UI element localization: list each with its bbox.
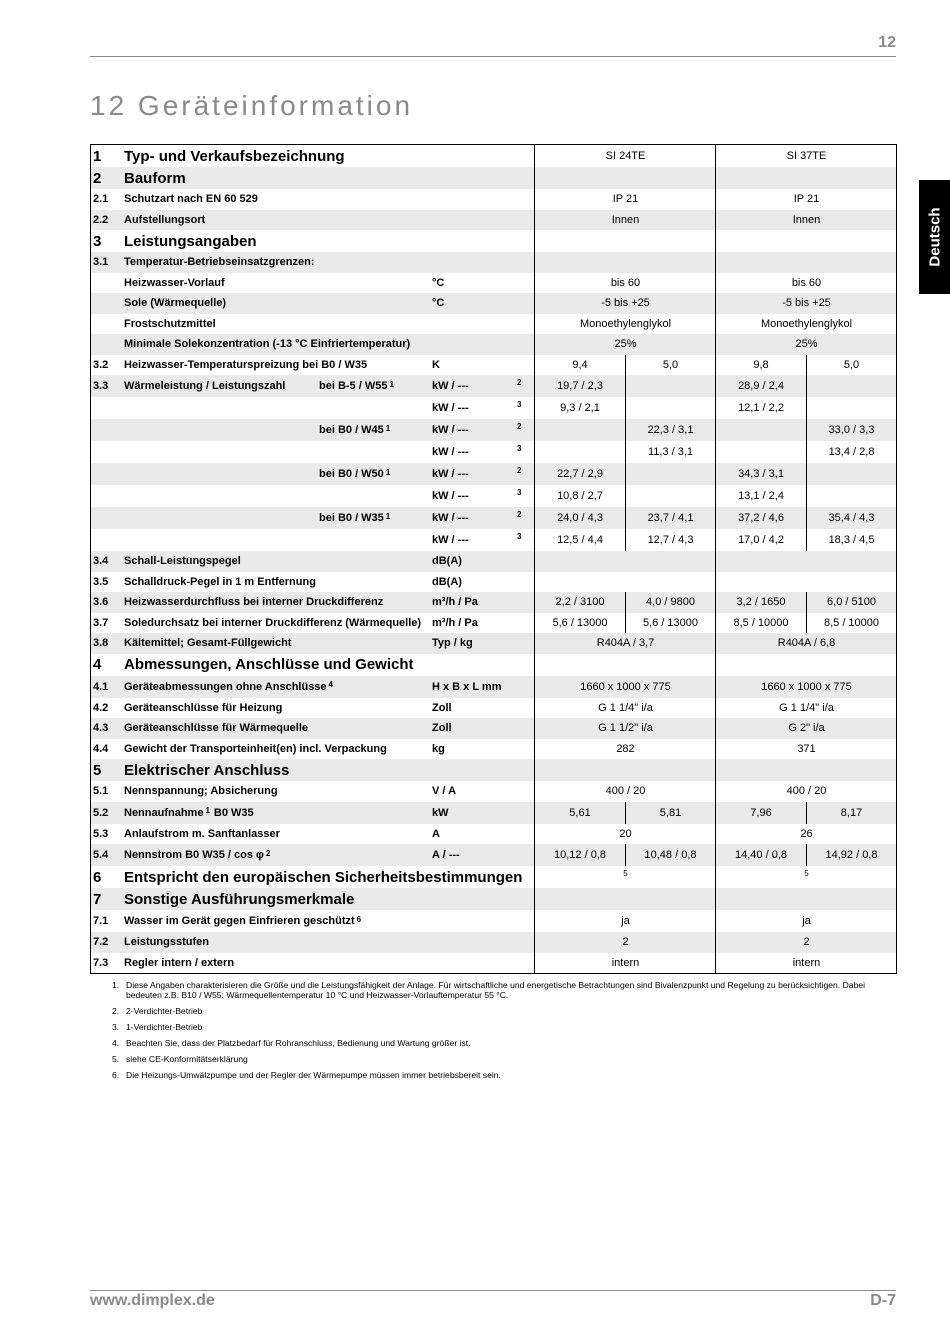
table-row [91,633,896,654]
value-si24te-b: 22,3 / 3,1 [647,424,694,436]
footnote-text: 1-Verdichter-Betrieb [126,1022,203,1033]
row-label: Nennstrom B0 W35 / cos φ $^2$ [124,848,271,861]
value-si37te-a [716,441,806,463]
language-tab-label: Deutsch [926,207,943,267]
language-tab[interactable] [919,180,950,294]
row-number: 5 [93,761,102,779]
row-label: Leistungsstufen [124,936,209,949]
row-unit: m³/h / Pa [432,616,478,629]
footnote-number: 6. [112,1070,120,1081]
row-label: Anlaufstrom m. Sanftanlasser [124,827,280,840]
value-si24te-a: 5,6 / 13000 [552,616,608,629]
row-label: Regler intern / extern [124,956,235,969]
value-si37te-b [806,397,897,419]
row-unit: kW / --- [432,446,469,458]
table-row [91,910,896,932]
value-si24te: R404A / 3,7 [596,637,655,650]
value-si24te-a [535,441,625,463]
value-si37te-b: 8,17 [840,806,863,819]
table-row [91,210,896,231]
value-si24te-footnote: 5 [623,869,628,878]
row-number: 3.4 [93,555,109,568]
subcolumn-divider [806,613,807,634]
value-si24te-a: 24,0 / 4,3 [557,512,603,524]
row-footnote-mark: 3 [517,444,522,453]
row-number: 4.1 [93,680,109,693]
row-unit: °C [432,297,445,310]
row-unit: A / --- [432,849,460,861]
row-number: 4.2 [93,701,109,714]
row-unit: Zoll [432,701,452,714]
value-si24te: SI 24TE [605,150,646,162]
value-si24te-a [535,419,625,441]
table-row [91,355,896,376]
value-si37te: 400 / 20 [786,785,827,798]
row-number: 1 [93,147,102,165]
value-si37te-a: 12,1 / 2,2 [738,402,784,414]
subcolumn-divider [625,375,626,397]
value-si37te: 26 [800,827,813,840]
value-si37te-b: 6,0 / 5100 [827,596,876,609]
row-unit: Zoll [432,722,452,735]
row-number: 3.3 [93,380,109,392]
row-label: Aufstellungsort [124,213,206,226]
value-si24te: 400 / 20 [605,785,646,798]
value-si24te-b [625,375,716,397]
footnote-text: 2-Verdichter-Betrieb [126,1006,203,1017]
value-si37te: 25% [795,338,818,351]
row-number: 5.4 [93,849,109,861]
row-footnote-mark: 2 [517,422,522,431]
value-si37te-b: 35,4 / 4,3 [828,512,875,524]
row-label: Leistungsangaben [124,232,257,250]
value-si24te: intern [611,956,640,969]
value-si24te-a: 9,4 [572,358,588,371]
row-footnote-mark: 2 [517,510,522,519]
value-si37te-footnote: 5 [804,869,809,878]
section-header-row [91,866,896,888]
row-label: Geräteanschlüsse für Heizung [124,701,283,714]
row-condition: bei B-5 / W55 $^1$ [319,379,394,392]
value-si24te-a: 10,12 / 0,8 [554,849,606,861]
subcolumn-divider [625,529,626,551]
subcolumn-divider [806,529,807,551]
footnote-text: Diese Angaben charakterisieren die Größe und die Leistungsfähigkeit der Anlage. Für wirtschaftliche und energetische Betrachtungen sind Bivalenzpunkt und Regelung zu berücksichtigen. Dabei bedeuten z.B. B10 / W55: Wärmequellentemperatur 10 °C und Heizwasser-Vorlauftemperatur 55 °C. [126,980,866,1001]
value-si37te-b: 33,0 / 3,3 [828,424,875,436]
subcolumn-divider [625,485,626,507]
value-si24te: G 1 1/2" i/a [598,722,653,735]
value-si24te: 1660 x 1000 x 775 [580,680,671,693]
row-label: Entspricht den europäischen Sicherheitsbestimmungen [124,868,523,886]
value-si37te-a: 8,5 / 10000 [733,616,789,629]
value-si37te-b: 14,92 / 0,8 [825,849,878,861]
value-si24te: bis 60 [610,276,641,289]
row-number: 7.2 [93,936,109,949]
row-label: Sonstige Ausführungsmerkmale [124,890,355,908]
table-row [91,529,896,551]
value-si24te-b: 23,7 / 4,1 [647,512,694,524]
footnote-ref: 1 [389,379,394,389]
table-row [91,676,896,698]
row-label: Geräteabmessungen ohne Anschlüsse $^4$ [124,680,333,693]
value-si24te: IP 21 [612,193,639,206]
subcolumn-divider [625,463,626,485]
footnote-ref: 1 [205,806,210,815]
footnote-item [112,1006,882,1016]
value-si24te: Innen [611,213,640,226]
table-row [91,953,896,974]
row-unit: m³/h / Pa [432,596,478,609]
row-footnote-mark: 2 [517,466,522,475]
subcolumn-divider [625,397,626,419]
table-row [91,739,896,760]
table-row [91,375,896,397]
row-number: 5.1 [93,785,109,798]
row-number: 3.7 [93,616,109,629]
header-rule [90,56,896,57]
value-si24te: 25% [614,338,637,351]
subcolumn-divider [625,355,626,376]
table-row [91,507,896,529]
value-si37te-b [806,463,897,485]
table-row [91,592,896,613]
value-si37te-a: 13,1 / 2,4 [738,490,784,502]
value-si37te-a [716,419,806,441]
row-number: 3.5 [93,575,109,588]
value-si24te-b: 5,81 [659,806,682,819]
table-row [91,334,896,355]
row-label: Schalldruck-Pegel in 1 m Entfernung [124,575,316,588]
value-si37te: IP 21 [793,193,820,206]
value-si24te-b: 10,48 / 0,8 [644,849,697,861]
value-si24te: -5 bis +25 [601,297,650,310]
footnote-ref: 4 [328,680,333,689]
row-label: Schall-Leistungspegel [124,555,241,568]
section-header-row [91,145,896,167]
value-si24te-a: 9,3 / 2,1 [560,402,600,414]
value-si24te: 2 [622,936,629,949]
table-row [91,781,896,802]
footnote-item [112,980,882,1001]
row-number: 5.3 [93,827,109,840]
footnote-ref: 6 [356,914,362,924]
footnote-text: Beachten Sie, dass der Platzbedarf für Rohranschluss, Bedienung und Wartung größer ist. [126,1038,471,1049]
value-si24te-b: 5,6 / 13000 [642,616,699,629]
specification-table [90,144,897,974]
row-unit: K [432,358,440,371]
value-si37te: SI 37TE [786,150,827,162]
value-si24te-b: 12,7 / 4,3 [647,534,694,546]
table-row [91,698,896,719]
footnote-number: 4. [112,1038,120,1049]
row-unit: kg [432,742,445,755]
table-row [91,314,896,335]
value-si24te: Monoethylenglykol [579,317,672,330]
table-row [91,441,896,463]
row-label: Heizwasser-Vorlauf [124,276,225,289]
table-row [91,844,896,866]
footnote-number: 5. [112,1054,120,1065]
footnote-number: 1. [112,980,120,990]
table-row [91,397,896,419]
value-si37te-b: 18,3 / 4,5 [828,534,875,546]
section-header-row [91,888,896,910]
value-si37te-b: 5,0 [843,358,860,371]
row-unit: kW / --- [432,534,469,546]
subcolumn-divider [806,463,807,485]
footnote-text: Die Heizungs-Umwälzpumpe und der Regler der Wärmepumpe müssen immer betriebsbereit sein. [126,1070,501,1081]
row-label: Bauform [124,169,186,187]
row-label: Heizwasser-Temperaturspreizung bei B0 / W35 [124,358,368,371]
table-row [91,718,896,739]
subcolumn-divider [625,592,626,613]
section-header-row [91,230,896,252]
value-si37te: 371 [797,742,816,755]
table-row [91,613,896,634]
row-label: Geräteanschlüsse für Wärmequelle [124,722,309,735]
row-label: Gewicht der Transporteinheit(en) incl. Verpackung [124,742,387,755]
value-si24te-b [625,463,716,485]
chapter-title: 12 Geräteinformation [90,90,414,121]
row-number: 3.6 [93,596,109,609]
row-label-suffix: B0 W35 [213,806,254,819]
row-unit: dB(A) [432,555,462,568]
row-number: 4 [93,656,102,673]
column-divider [534,145,535,973]
footer-page-number: D-7 [870,1292,896,1309]
table-row [91,189,896,210]
row-label: Sole (Wärmequelle) [124,297,227,310]
row-number: 3 [93,232,102,250]
value-si37te: G 1 1/4" i/a [779,701,834,714]
value-si24te-b: 4,0 / 9800 [646,596,695,609]
table-row [91,293,896,314]
row-number: 7.1 [93,915,109,927]
subcolumn-divider [806,485,807,507]
value-si24te-b: 5,0 [662,358,679,371]
value-si37te-b: 8,5 / 10000 [823,616,880,629]
value-si24te: 20 [619,827,632,840]
value-si24te-b: 11,3 / 3,1 [647,446,694,458]
value-si37te-a: 3,2 / 1650 [736,596,786,609]
row-label: Kältemittel; Gesamt-Füllgewicht [124,637,292,650]
row-footnote-mark: 2 [517,378,522,387]
row-number: 6 [93,868,102,886]
subcolumn-divider [806,592,807,613]
value-si37te-a: 14,40 / 0,8 [735,849,787,861]
value-si37te: ja [802,915,811,927]
value-si37te: G 2" i/a [788,722,825,735]
section-header-row [91,654,896,676]
value-si37te-a: 7,96 [750,806,772,819]
row-label: Heizwasserdurchfluss bei interner Druckdifferenz [124,596,384,609]
value-si24te-a: 10,8 / 2,7 [557,490,603,502]
value-si37te-b [806,485,897,507]
value-si37te-a: 34,3 / 3,1 [738,468,784,480]
subcolumn-divider [806,355,807,376]
row-label: Temperatur-Betriebseinsatzgrenzen: [124,256,315,269]
value-si24te: 282 [616,742,635,755]
row-label: Typ- und Verkaufsbezeichnung [124,147,345,165]
value-si37te: 2 [803,936,810,949]
subcolumn-divider [806,507,807,529]
row-number: 4.3 [93,722,109,735]
value-si37te: Innen [792,213,821,226]
subcolumn-divider [625,613,626,634]
row-unit: kW / --- [432,380,469,392]
value-si37te-a: 9,8 [753,358,769,371]
section-header-row [91,759,896,781]
subcolumn-divider [625,844,626,866]
row-unit: kW / --- [432,490,469,502]
subcolumn-divider [625,419,626,441]
value-si37te-b [806,375,897,397]
value-si37te-a: 17,0 / 4,2 [738,534,784,546]
table-row [91,252,896,273]
row-unit: kW / --- [432,468,469,480]
footnote-number: 2. [112,1006,120,1017]
subcolumn-divider [806,441,807,463]
subcolumn-divider [806,397,807,419]
row-label: Abmessungen, Anschlüsse und Gewicht [124,656,414,673]
row-condition: bei B0 / W35 $^1$ [319,511,391,524]
table-row [91,485,896,507]
row-unit: dB(A) [432,575,462,588]
subcolumn-divider [806,419,807,441]
page-number: 12 [878,34,896,51]
row-footnote-mark: 3 [517,400,522,409]
row-label: Soledurchsatz bei interner Druckdifferenz (Wärmequelle) [124,616,422,629]
row-number: 2.2 [93,213,109,226]
table-row [91,802,896,824]
row-number: 5.2 [93,806,109,819]
row-number: 2.1 [93,193,109,206]
row-unit: kW / --- [432,402,469,414]
subcolumn-divider [625,507,626,529]
value-si37te: R404A / 6,8 [777,637,836,650]
row-label: Schutzart nach EN 60 529 [124,193,258,206]
table-row [91,419,896,441]
value-si37te-a: 28,9 / 2,4 [738,380,784,392]
row-number: 7 [93,890,102,908]
footnote-item [112,1054,882,1064]
column-divider [715,145,716,973]
section-header-row [91,167,896,189]
footnote-ref: 1 [385,511,391,521]
row-number: 3.2 [93,358,109,371]
row-number: 3.1 [93,256,109,269]
value-si24te-a: 22,7 / 2,9 [557,468,603,480]
row-footnote-mark: 3 [517,488,522,497]
row-unit: °C [432,276,445,289]
value-si37te: 1660 x 1000 x 775 [761,680,852,693]
row-condition: bei B0 / W50 $^1$ [319,467,391,480]
row-label: Nennaufnahme $^1$ B0 W35 [124,806,254,819]
subcolumn-divider [625,441,626,463]
row-unit: kW [432,806,449,819]
row-label: Frostschutzmittel [124,317,216,330]
footnotes [112,980,882,1086]
table-row [91,932,896,953]
value-si24te-a: 12,5 / 4,4 [557,534,603,546]
value-si37te-b: 13,4 / 2,8 [828,446,875,458]
row-number: 2 [93,169,102,187]
value-si37te: intern [792,956,821,969]
row-label: Minimale Solekonzentration (-13 °C Einfriertemperatur) [124,338,411,351]
row-condition: bei B0 / W45 $^1$ [319,423,391,436]
footnote-item [112,1038,882,1048]
value-si24te-a: 19,7 / 2,3 [557,380,603,392]
row-number: 4.4 [93,742,109,755]
row-label: Nennspannung; Absicherung [124,785,278,798]
footnote-number: 3. [112,1022,120,1033]
footnote-ref: 1 [385,467,391,477]
footnote-text: siehe CE-Konformitätserklärung [126,1054,248,1065]
value-si24te: ja [621,915,630,927]
row-number: 7.3 [93,956,109,969]
footnote-ref: 2 [265,848,271,858]
row-unit: kW / --- [432,512,469,524]
footer-url[interactable]: www.dimplex.de [90,1292,215,1309]
row-unit: Typ / kg [432,637,473,650]
value-si37te: bis 60 [791,276,822,289]
value-si24te: G 1 1/4" i/a [598,701,653,714]
row-label: Wasser im Gerät gegen Einfrieren geschützt $^6$ [124,914,362,927]
row-footnote-mark: 3 [517,532,522,541]
row-unit: V / A [432,785,457,798]
subcolumn-divider [625,802,626,824]
row-unit: kW / --- [432,424,469,436]
value-si37te: Monoethylenglykol [760,317,853,330]
row-label: Wärmeleistung / Leistungszahl [124,380,286,392]
subcolumn-divider [806,375,807,397]
subcolumn-divider [806,802,807,824]
value-si37te: -5 bis +25 [782,297,831,310]
footnote-item [112,1022,882,1032]
table-row [91,463,896,485]
footnote-ref: 1 [385,423,391,433]
value-si24te-b [625,485,716,507]
row-number: 3.8 [93,637,109,650]
footnote-item [112,1070,882,1080]
row-label: Elektrischer Anschluss [124,761,290,779]
value-si37te-a: 37,2 / 4,6 [738,512,784,524]
row-unit: A [432,827,440,840]
table-row [91,572,896,593]
value-si24te-a: 2,2 / 3100 [555,596,605,609]
footer-rule [90,1290,896,1291]
table-row [91,824,896,845]
subcolumn-divider [806,844,807,866]
row-unit: H x B x L mm [432,680,502,693]
table-row [91,273,896,294]
value-si24te-b [625,397,716,419]
table-row [91,551,896,572]
value-si24te-a: 5,61 [569,806,591,819]
